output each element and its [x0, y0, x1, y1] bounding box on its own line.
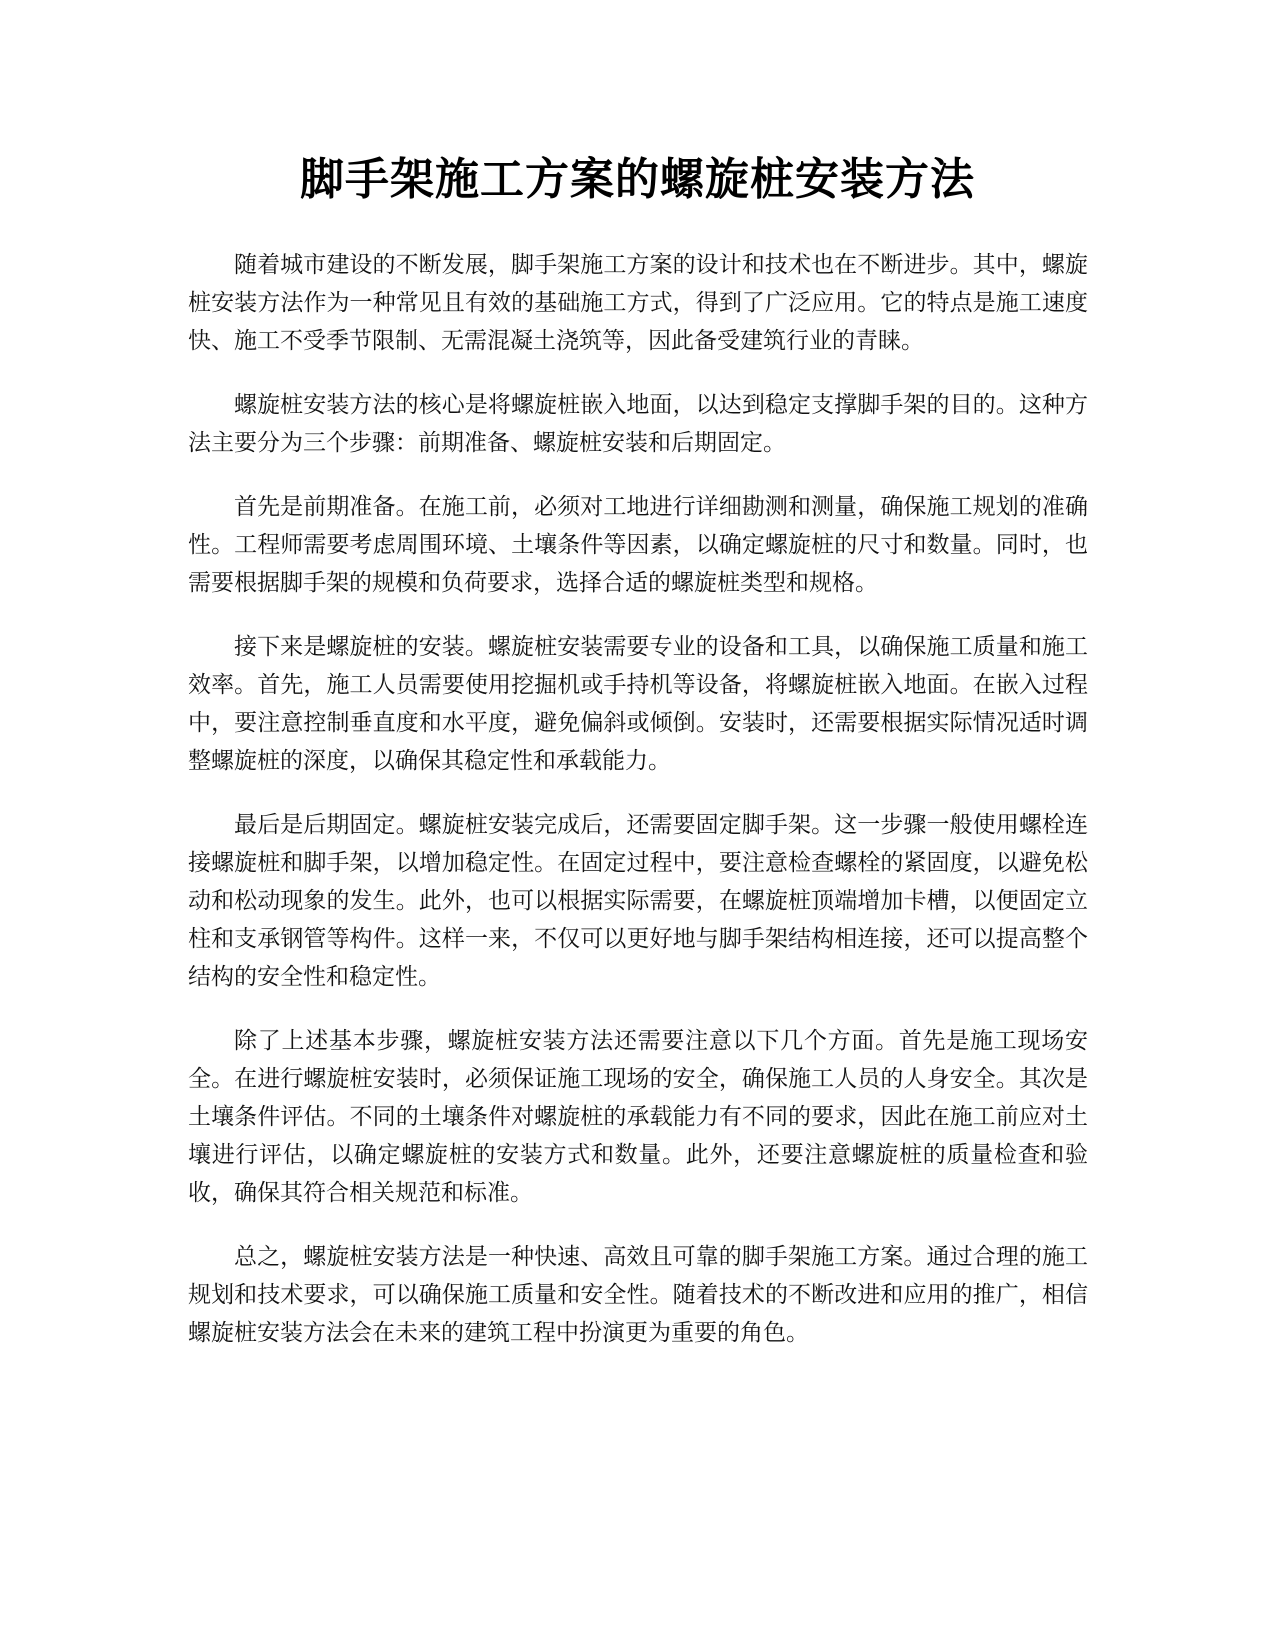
- paragraph-precautions: 除了上述基本步骤，螺旋桩安装方法还需要注意以下几个方面。首先是施工现场安全。在进行螺旋桩安装时，必须保证施工现场的安全，确保施工人员的人身安全。其次是土壤条件评估。不同的土壤条件对螺旋桩的承载能力有不同的要求，因此在施工前应对土壤进行评估，以确定螺旋桩的安装方式和数量。此外，还要注意螺旋桩的质量检查和验收，确保其符合相关规范和标准。: [188, 1028, 1088, 1206]
- paragraph-installation: 接下来是螺旋桩的安装。螺旋桩安装需要专业的设备和工具，以确保施工质量和施工效率。首先，施工人员需要使用挖掘机或手持机等设备，将螺旋桩嵌入地面。在嵌入过程中，要注意控制垂直度和水平度，避免偏斜或倾倒。安装时，还需要根据实际情况适时调整螺旋桩的深度，以确保其稳定性和承载能力。: [188, 634, 1088, 774]
- document-title: 脚手架施工方案的螺旋桩安装方法: [300, 154, 975, 205]
- paragraph-conclusion: 总之，螺旋桩安装方法是一种快速、高效且可靠的脚手架施工方案。通过合理的施工规划和技术要求，可以确保施工质量和安全性。随着技术的不断改进和应用的推广，相信螺旋桩安装方法会在未来的建筑工程中扮演更为重要的角色。: [188, 1244, 1088, 1346]
- document-body: [188, 246, 1088, 1378]
- paragraph-preparation: 首先是前期准备。在施工前，必须对工地进行详细勘测和测量，确保施工规划的准确性。工程师需要考虑周围环境、土壤条件等因素，以确定螺旋桩的尺寸和数量。同时，也需要根据脚手架的规模和负荷要求，选择合适的螺旋桩类型和规格。: [188, 494, 1088, 596]
- paragraph-core-method: 螺旋桩安装方法的核心是将螺旋桩嵌入地面，以达到稳定支撑脚手架的目的。这种方法主要分为三个步骤：前期准备、螺旋桩安装和后期固定。: [188, 392, 1088, 456]
- paragraph-fixing: 最后是后期固定。螺旋桩安装完成后，还需要固定脚手架。这一步骤一般使用螺栓连接螺旋桩和脚手架，以增加稳定性。在固定过程中，要注意检查螺栓的紧固度，以避免松动和松动现象的发生。此外，也可以根据实际需要，在螺旋桩顶端增加卡槽，以便固定立柱和支承钢管等构件。这样一来，不仅可以更好地与脚手架结构相连接，还可以提高整个结构的安全性和稳定性。: [188, 812, 1088, 990]
- paragraph-intro: 随着城市建设的不断发展，脚手架施工方案的设计和技术也在不断进步。其中，螺旋桩安装方法作为一种常见且有效的基础施工方式，得到了广泛应用。它的特点是施工速度快、施工不受季节限制、无需混凝土浇筑等，因此备受建筑行业的青睐。: [188, 252, 1088, 354]
